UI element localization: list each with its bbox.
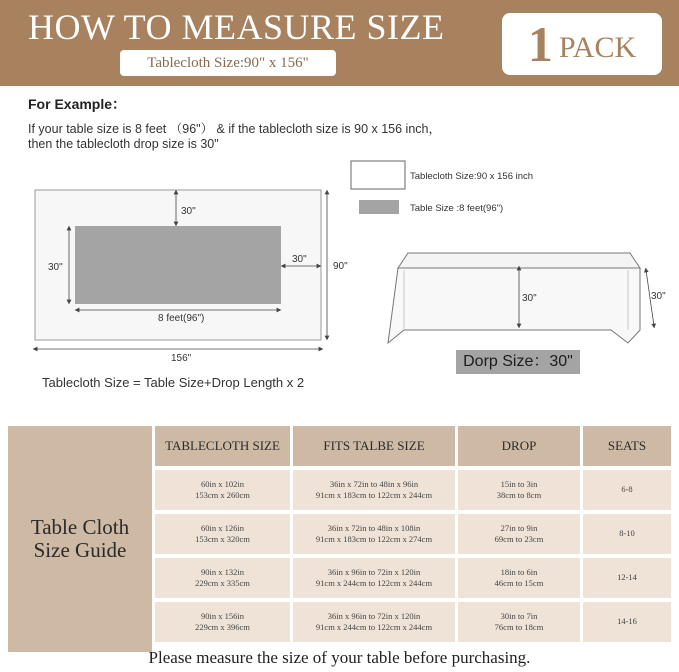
table-cell-fit: 36in x 96in to 72in x 120in 91cm x 244cm to 122cm x 244cm [293, 602, 455, 642]
table-cell-size: 60in x 102in 153cm x 260cm [155, 470, 290, 510]
right-drop-label: 30" [292, 254, 307, 265]
table-top-view [75, 226, 281, 304]
pack-number: 1 [527, 16, 553, 72]
size-guide-title [8, 426, 152, 652]
size-pill: Tablecloth Size:90" x 156" [120, 50, 336, 76]
cloth-width-label: 90" [333, 261, 348, 272]
table-cell-drop: 18in to 6in 46cm to 15cm [458, 558, 580, 598]
table-cell-drop: 15in to 3in 38cm to 8cm [458, 470, 580, 510]
size-guide-title-line-1: Table Cloth [30, 514, 130, 539]
table-cell-seats: 6-8 [583, 470, 671, 510]
header-fits-table-size: FITS TALBE SIZE [293, 426, 455, 466]
header-tablecloth-size: TABLECLOTH SIZE [155, 426, 290, 466]
tablecloth-side-view [398, 253, 640, 268]
left-drop-label: 30" [48, 262, 63, 273]
legend-table-text: Table Size :8 feet(96") [410, 203, 504, 214]
measurement-diagram [0, 150, 679, 370]
table-cell-drop: 27in to 9in 69cm to 23cm [458, 514, 580, 554]
example-line-2: then the tablecloth drop size is 30" [28, 137, 219, 151]
table-cell-seats: 14-16 [583, 602, 671, 642]
top-drop-label: 30" [181, 206, 196, 217]
drop-size-badge: Dorp Size：30" [456, 350, 580, 374]
size-formula: Tablecloth Size = Table Size+Drop Length x 2 [42, 375, 305, 390]
table-cell-seats: 8-10 [583, 514, 671, 554]
pack-word: PACK [558, 31, 637, 64]
table-cell-size: 90in x 132in 229cm x 335cm [155, 558, 290, 598]
table-cell-seats: 12-14 [583, 558, 671, 598]
table-cell-fit: 36in x 72in to 48in x 108in 91cm x 183cm to 122cm x 274cm [293, 514, 455, 554]
footer-note: Please measure the size of your table before purchasing. [148, 648, 531, 667]
table-length-label: 8 feet(96") [158, 313, 205, 324]
header-banner [0, 0, 679, 86]
table-cell-size: 60in x 126in 153cm x 320cm [155, 514, 290, 554]
example-line-1: If your table size is 8 feet （96"） & if the tablecloth size is 90 x 156 inch， [28, 122, 441, 136]
table-cell-drop: 30in to 7in 76cm to 18cm [458, 602, 580, 642]
table-cell-size: 90in x 156in 229cm x 396cm [155, 602, 290, 642]
header-drop: DROP [458, 426, 580, 466]
table-cell-fit: 36in x 96in to 72in x 120in 91cm x 244cm to 122cm x 244cm [293, 558, 455, 598]
example-heading: For Example： [28, 96, 127, 112]
pack-badge [502, 13, 662, 75]
header-seats: SEATS [583, 426, 671, 466]
legend-table-swatch [359, 200, 399, 214]
side-drop-inner-label: 30" [522, 293, 537, 304]
size-guide-title-line-2: Size Guide [33, 538, 127, 562]
legend-cloth-swatch [351, 161, 405, 189]
legend-cloth-text: Tablecloth Size:90 x 156 inch [410, 171, 534, 182]
cloth-length-label: 156" [171, 353, 192, 364]
side-drop-outer-label: 30" [651, 291, 666, 302]
page-title: HOW TO MEASURE SIZE [28, 7, 445, 47]
table-cell-fit: 36in x 72in to 48in x 96in 91cm x 183cm to 122cm x 244cm [293, 470, 455, 510]
